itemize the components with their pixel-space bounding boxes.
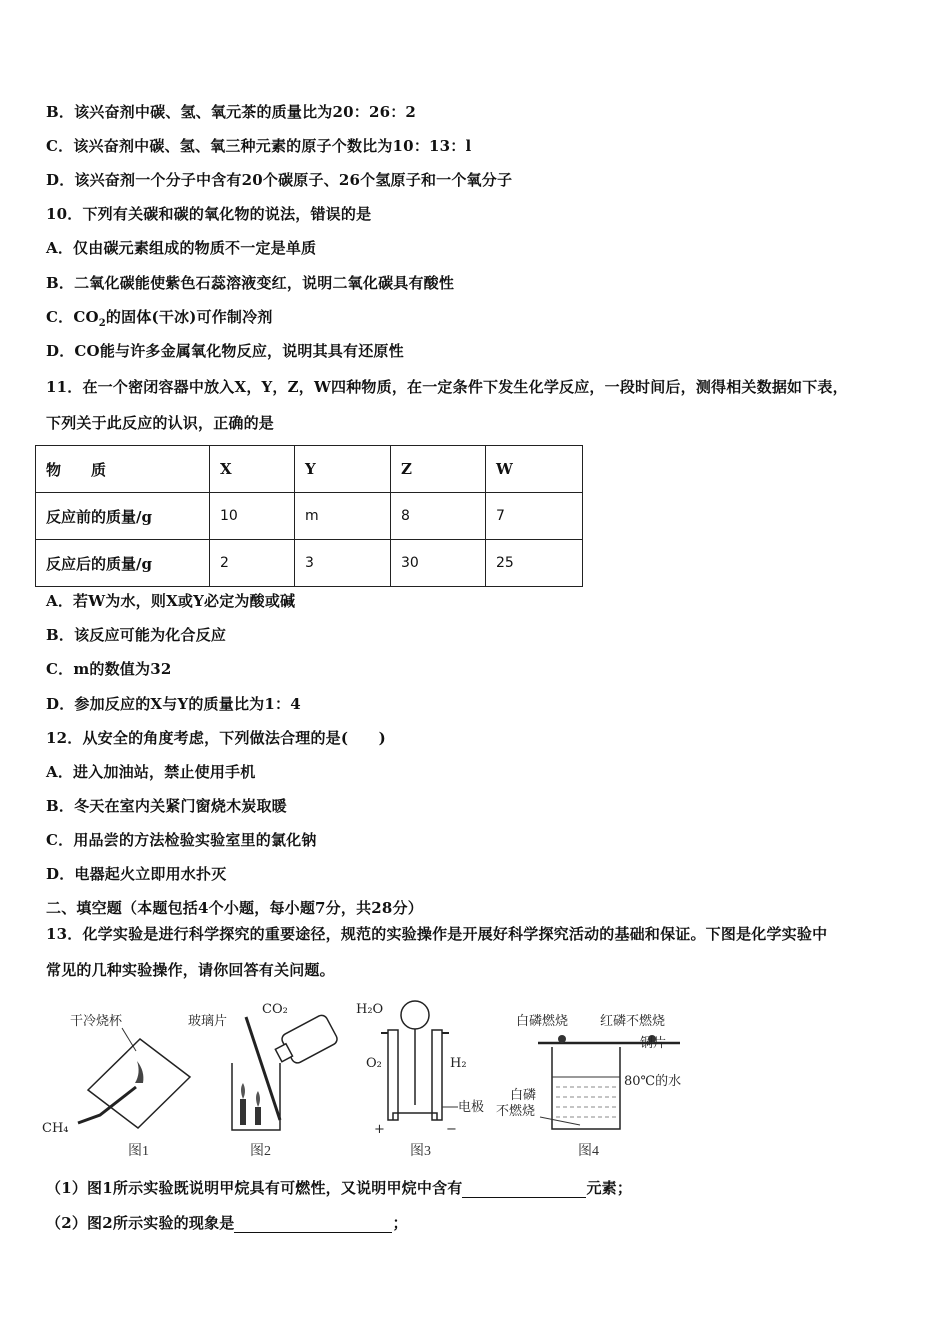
gas-bottle — [271, 1013, 339, 1069]
q12-option-b: B．冬天在室内关紧门窗烧木炭取暖 — [46, 797, 287, 815]
fig3-o2-label: O₂ — [366, 1056, 382, 1071]
q12-option-a: A．进入加油站，禁止使用手机 — [46, 763, 256, 781]
q11-option-d: D．参加反应的X与Y的质量比为1：4 — [46, 695, 301, 713]
q10c-prefix: C．CO — [46, 308, 99, 326]
flame-icon — [135, 1061, 143, 1083]
q10-option-d: D．CO能与许多金属氧化物反应，说明其具有还原性 — [46, 342, 404, 360]
fig4-red-noburn: 红磷不燃烧 — [600, 1014, 666, 1029]
figure-3 — [356, 1001, 484, 1159]
funnel-bulb — [401, 1001, 429, 1029]
fig4-white-noburn-1: 白磷 — [510, 1088, 537, 1103]
beaker-shape — [88, 1039, 190, 1128]
table-cell: 2 — [210, 540, 295, 587]
q10c-subscript: 2 — [98, 318, 106, 329]
table-header-row — [36, 446, 583, 493]
q9-option-d: D．该兴奋剂一个分子中含有20个碳原子、26个氢原子和一个氧分子 — [46, 171, 513, 189]
table-row-label: 反应前的质量/g — [36, 493, 210, 540]
experiment-figures — [40, 995, 740, 1165]
fig4-white-noburn-2: 不燃烧 — [496, 1104, 536, 1119]
q13-part-1-text: （1）图1所示实验既说明甲烷具有可燃性，又说明甲烷中含有 — [46, 1179, 463, 1197]
q13-part-1-suffix: 元素； — [586, 1179, 633, 1197]
q13-part-2 — [46, 1213, 408, 1233]
q9-option-b: B．该兴奋剂中碳、氢、氧元茶的质量比为20：26：2 — [46, 103, 417, 121]
candle-flame-icon — [241, 1083, 245, 1099]
q11-option-a: A．若W为水，则X或Y必定为酸或碱 — [46, 592, 296, 610]
fig3-minus: − — [446, 1122, 457, 1137]
table-cell: 30 — [391, 540, 486, 587]
section-2-title: 二、填空题（本题包括4个小题，每小题7分，共28分） — [46, 899, 423, 917]
table-cell: 10 — [210, 493, 295, 540]
fig2-gas: CO₂ — [262, 1002, 288, 1017]
q11-option-c: C．m的数值为32 — [46, 660, 172, 678]
table-cell: 25 — [486, 540, 583, 587]
q9-option-c: C．该兴奋剂中碳、氢、氧三种元素的原子个数比为10：13：l — [46, 137, 472, 155]
q11-stem-1: 11．在一个密闭容器中放入X，Y，Z，W四种物质，在一定条件下发生化学反应，一段时间后，测得相关数据如下表， — [46, 378, 848, 396]
table-header-cell: X — [210, 446, 295, 493]
table-cell: 3 — [295, 540, 391, 587]
q12-option-d: D．电器起火立即用水扑灭 — [46, 865, 227, 883]
table-header-cell: W — [486, 446, 583, 493]
fig3-h2-label: H₂ — [450, 1056, 467, 1071]
table-header-cell: 物 质 — [36, 446, 210, 493]
candle-flame-icon — [256, 1091, 260, 1107]
glass-slide — [246, 1017, 280, 1120]
answer-blank-1[interactable] — [462, 1181, 586, 1198]
fig4-caption: 图4 — [578, 1144, 599, 1159]
figure-1 — [42, 1013, 190, 1159]
q13-stem-2: 常见的几种实验操作，请你回答有关问题。 — [46, 961, 335, 979]
table-header-cell: Y — [295, 446, 391, 493]
fig2-caption: 图2 — [250, 1144, 271, 1159]
table-cell: m — [295, 493, 391, 540]
fig4-water-label: 80℃的水 — [624, 1074, 682, 1089]
q13-part-2-text: （2）图2所示实验的现象是 — [46, 1214, 235, 1232]
fig3-electrode-label: 电极 — [458, 1100, 485, 1115]
o2-tube — [388, 1030, 398, 1120]
h2-tube — [432, 1030, 442, 1120]
fig4-white-burn: 白磷燃烧 — [516, 1014, 569, 1029]
table-row — [36, 493, 583, 540]
q12-stem: 12．从安全的角度考虑，下列做法合理的是( ) — [46, 729, 386, 747]
mass-table — [35, 445, 583, 587]
q13-stem-1: 13．化学实验是进行科学探究的重要途径，规范的实验操作是开展好科学探究活动的基础和保证。下图是化学实验中 — [46, 925, 828, 943]
fig2-label: 玻璃片 — [188, 1014, 228, 1029]
q10-option-b: B．二氧化碳能使紫色石蕊溶液变红，说明二氧化碳具有酸性 — [46, 274, 455, 292]
q11-option-b: B．该反应可能为化合反应 — [46, 626, 227, 644]
figure-2 — [188, 1002, 339, 1159]
q10c-suffix: 的固体(干冰)可作制冷剂 — [105, 308, 273, 326]
table-cell: 8 — [391, 493, 486, 540]
table-row — [36, 540, 583, 587]
fig3-plus: + — [374, 1122, 385, 1137]
table-row-label: 反应后的质量/g — [36, 540, 210, 587]
q10-stem: 10．下列有关碳和碳的氧化物的说法，错误的是 — [46, 205, 372, 223]
table-header-cell: Z — [391, 446, 486, 493]
answer-blank-2[interactable] — [234, 1216, 392, 1233]
fig3-caption: 图3 — [410, 1144, 431, 1159]
q10-option-a: A．仅由碳元素组成的物质不一定是单质 — [46, 239, 317, 257]
q13-part-1 — [46, 1178, 632, 1198]
fig3-top-label: H₂O — [356, 1002, 384, 1017]
table-cell: 7 — [486, 493, 583, 540]
q13-part-2-suffix: ； — [392, 1214, 408, 1232]
fig4-copper-label: 铜片 — [640, 1036, 667, 1051]
fig1-gas: CH₄ — [42, 1121, 69, 1136]
q11-stem-2: 下列关于此反应的认识，正确的是 — [46, 414, 275, 432]
q12-option-c: C．用品尝的方法检验实验室里的氯化钠 — [46, 831, 317, 849]
fig1-label: 干冷烧杯 — [70, 1014, 123, 1029]
figure-4 — [496, 1013, 681, 1159]
fig1-caption: 图1 — [128, 1144, 149, 1159]
q10-option-c — [46, 307, 273, 334]
